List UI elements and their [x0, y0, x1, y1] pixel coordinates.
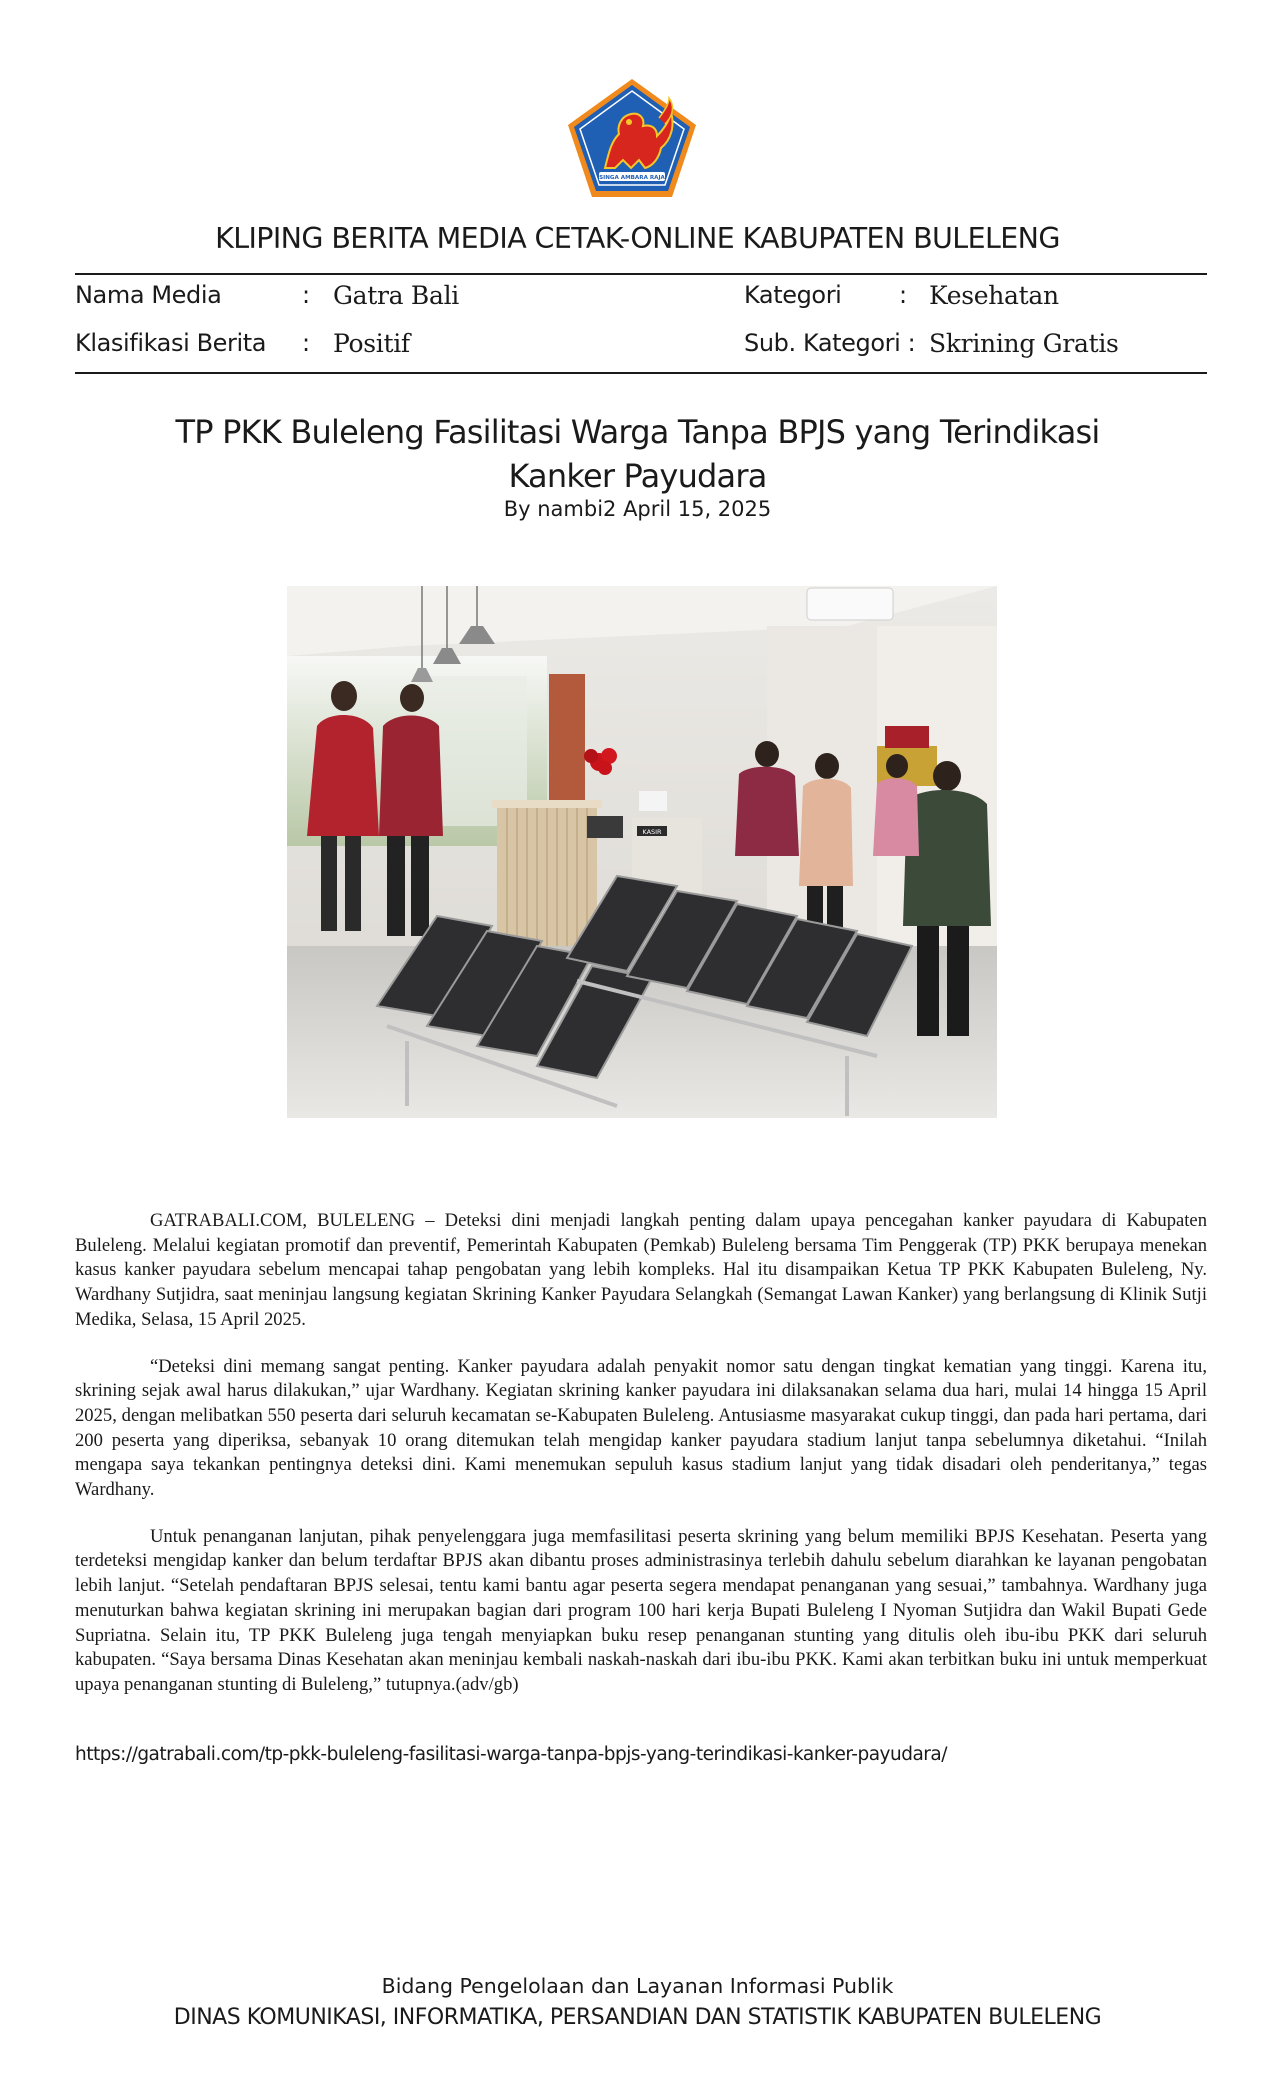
- photo-kasir-sign: KASIR: [642, 828, 662, 836]
- headline-line-2: Kanker Payudara: [508, 457, 767, 495]
- source-url-link[interactable]: https://gatrabali.com/tp-pkk-buleleng-fasilitasi-warga-tanpa-bpjs-yang-terindikasi-kanker-payudara/: [75, 1744, 947, 1765]
- article-photo: [287, 586, 997, 1118]
- subkategori-label: Sub. Kategori :: [744, 329, 916, 357]
- buleleng-emblem-logo: [565, 76, 699, 200]
- headline-line-1: TP PKK Buleleng Fasilitasi Warga Tanpa BPJS yang Terindikasi: [175, 413, 1100, 451]
- article-byline: By nambi2 April 15, 2025: [503, 497, 772, 521]
- article-paragraph-2: “Deteksi dini memang sangat penting. Kanker payudara adalah penyakit nomor satu dengan tingkat kematian yang tinggi. Karena itu, skrining sejak awal harus dilakukan,” ujar Wardhany. Kegiatan skrining kanker payudara ini dilaksanakan selama dua hari, mulai 14 hingga 15 April 2025, dengan melibatkan 550 peserta dari seluruh kecamatan se-Kabupaten Buleleng. Antusiasme masyarakat cukup tinggi, dan pada hari pertama, dari 200 peserta yang diperiksa, sebanyak 10 orang ditemukan telah mengidap kanker payudara stadium lanjut tanpa sebelumnya diketahui. “Inilah mengapa saya tekankan pentingnya deteksi dini. Kami menemukan sepuluh kasus stadium lanjut yang tidak disadari oleh penderitanya,” tegas Wardhany.: [75, 1355, 1207, 1501]
- klasifikasi-value: Positif: [333, 329, 410, 358]
- subkategori-value: Skrining Gratis: [929, 329, 1119, 358]
- kategori-label: Kategori: [744, 281, 842, 309]
- footer-department: Bidang Pengelolaan dan Layanan Informasi Publik: [381, 1974, 894, 1998]
- kategori-colon: :: [899, 281, 908, 309]
- article-headline: [0, 410, 1275, 498]
- article-body: [75, 1209, 1207, 1720]
- media-label: Nama Media: [75, 281, 222, 309]
- media-colon: :: [302, 281, 311, 309]
- meta-divider: [75, 372, 1207, 374]
- footer-agency: DINAS KOMUNIKASI, INFORMATIKA, PERSANDIAN DAN STATISTIK KABUPATEN BULELENG: [173, 2005, 1102, 2030]
- logo-motto: SINGA AMBARA RAJA: [599, 175, 665, 181]
- media-value: Gatra Bali: [333, 281, 459, 310]
- article-paragraph-1: GATRABALI.COM, BULELENG – Deteksi dini menjadi langkah penting dalam upaya pencegahan kanker payudara di Kabupaten Buleleng. Melalui kegiatan promotif dan preventif, Pemerintah Kabupaten (Pemkab) Buleleng bersama Tim Penggerak (TP) PKK berupaya menekan kasus kanker payudara sebelum mencapai tahap pengobatan yang lebih kompleks. Hal itu disampaikan Ketua TP PKK Kabupaten Buleleng, Ny. Wardhany Sutjidra, saat meninjau langsung kegiatan Skrining Kanker Payudara Selangkah (Semangat Lawan Kanker) yang berlangsung di Klinik Sutji Medika, Selasa, 15 April 2025.: [75, 1210, 1207, 1330]
- top-divider: [75, 273, 1207, 275]
- klasifikasi-label: Klasifikasi Berita: [75, 329, 267, 357]
- kategori-value: Kesehatan: [929, 281, 1059, 310]
- klasifikasi-colon: :: [302, 329, 311, 357]
- kliping-title: KLIPING BERITA MEDIA CETAK-ONLINE KABUPATEN BULELENG: [215, 222, 1060, 255]
- article-paragraph-3: Untuk penanganan lanjutan, pihak penyelenggara juga memfasilitasi peserta skrining yang belum memiliki BPJS Kesehatan. Peserta yang terdeteksi mengidap kanker dan belum terdaftar BPJS akan dibantu proses administrasinya terlebih dahulu sebelum diarahkan ke layanan pengobatan lebih lanjut. “Setelah pendaftaran BPJS selesai, tentu kami bantu agar peserta segera mendapat penanganan yang sesuai,” tambahnya. Wardhany juga menuturkan bahwa kegiatan skrining ini merupakan bagian dari program 100 hari kerja Bupati Buleleng I Nyoman Sutjidra dan Wakil Bupati Gede Supriatna. Selain itu, TP PKK Buleleng juga tengah menyiapkan buku resep penanganan stunting yang ditulis oleh ibu-ibu PKK dari seluruh kabupaten. “Saya bersama Dinas Kesehatan akan meninjau kembali naskah-naskah dari ibu-ibu PKK. Kami akan terbitkan buku ini untuk memperkuat upaya penanganan stunting di Buleleng,” tutupnya.(adv/gb): [75, 1525, 1207, 1695]
